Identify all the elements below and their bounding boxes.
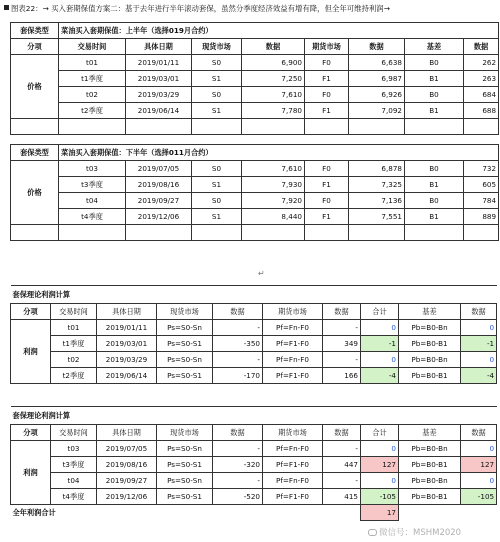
table-row	[11, 71, 499, 87]
header-cell: 数据	[213, 304, 263, 320]
cell: 605	[464, 177, 499, 193]
header-cell: 期货市场	[305, 39, 349, 55]
cell: -170	[213, 368, 263, 384]
header-cell: 现货市场	[192, 39, 242, 55]
cell: t01	[59, 55, 126, 71]
cell: 2019/12/06	[97, 489, 157, 505]
cell: B0	[405, 161, 464, 177]
cell: Ps=S0-S1	[157, 336, 213, 352]
basis-value-cell: 127	[461, 457, 497, 473]
header-cell: 期货市场	[263, 304, 323, 320]
cell: B1	[405, 103, 464, 119]
cell: 2019/01/11	[97, 320, 157, 336]
watermark-text: 微信号：MSHM2020	[379, 528, 462, 538]
wechat-icon	[368, 529, 377, 536]
cell: F0	[305, 161, 349, 177]
cell: 7,610	[242, 161, 305, 177]
cell: Pb=B0-Bn	[399, 352, 461, 368]
cell: t01	[51, 320, 97, 336]
header-cell: 具体日期	[126, 39, 192, 55]
paragraph-return-mark: ↵	[258, 269, 265, 278]
cell: 7,325	[349, 177, 405, 193]
price-table-h2	[10, 144, 499, 241]
cell: t3季度	[51, 457, 97, 473]
cell: 684	[464, 87, 499, 103]
cell: 6,987	[349, 71, 405, 87]
table-row	[11, 368, 497, 384]
cell: 2019/06/14	[126, 103, 192, 119]
cell: 263	[464, 71, 499, 87]
cell: -350	[213, 336, 263, 352]
cell: 7,250	[242, 71, 305, 87]
cell: Pf=Fn-F0	[263, 320, 323, 336]
cell: t03	[51, 441, 97, 457]
type-value: 菜油买入套期保值：下半年（选择011月合约）	[59, 145, 499, 161]
cell: Pb=B0-B1	[399, 368, 461, 384]
basis-value-cell: 0	[461, 441, 497, 457]
cell: -	[213, 473, 263, 489]
header-cell: 数据	[213, 425, 263, 441]
spacer-row	[11, 225, 499, 241]
header-cell: 具体日期	[97, 304, 157, 320]
cell: 2019/03/29	[97, 352, 157, 368]
cell: -	[323, 473, 361, 489]
cell: t2季度	[51, 368, 97, 384]
cell: 8,440	[242, 209, 305, 225]
cell: -520	[213, 489, 263, 505]
cell: Pf=Fn-F0	[263, 441, 323, 457]
total-cell: 0	[361, 320, 399, 336]
cell: 2019/09/27	[126, 193, 192, 209]
header-cell: 交易时间	[51, 304, 97, 320]
profit-table-h1	[10, 285, 497, 384]
cell: Ps=S0-S1	[157, 489, 213, 505]
cell: 6,638	[349, 55, 405, 71]
cell: 2019/07/05	[97, 441, 157, 457]
cell: S1	[192, 209, 242, 225]
cell: F1	[305, 209, 349, 225]
cell: B0	[405, 87, 464, 103]
cell: Pf=Fn-F0	[263, 473, 323, 489]
cell: 415	[323, 489, 361, 505]
total-cell: -105	[361, 489, 399, 505]
cell: S0	[192, 87, 242, 103]
cell: 262	[464, 55, 499, 71]
table-row	[11, 193, 499, 209]
header-cell: 分项	[11, 304, 51, 320]
header-row	[11, 304, 497, 320]
cell: Pb=B0-Bn	[399, 441, 461, 457]
group-label: 价格	[11, 161, 59, 225]
cell: B0	[405, 193, 464, 209]
cell: S1	[192, 103, 242, 119]
cell: F0	[305, 193, 349, 209]
header-cell: 数据	[461, 304, 497, 320]
cell: Ps=S0-Sn	[157, 352, 213, 368]
group-label: 价格	[11, 55, 59, 119]
header-cell: 现货市场	[157, 425, 213, 441]
cell: S1	[192, 177, 242, 193]
cell: Ps=S0-Sn	[157, 320, 213, 336]
annual-total-value: 17	[361, 505, 399, 521]
cell: Ps=S0-Sn	[157, 473, 213, 489]
cell: Pb=B0-B1	[399, 489, 461, 505]
cell: S0	[192, 193, 242, 209]
cell: 166	[323, 368, 361, 384]
cell: Pf=F1-F0	[263, 457, 323, 473]
cell: -	[213, 320, 263, 336]
header-cell: 分项	[11, 39, 59, 55]
cell: 889	[464, 209, 499, 225]
type-label: 套保类型	[11, 23, 59, 39]
total-cell: 0	[361, 473, 399, 489]
header-cell: 交易时间	[59, 39, 126, 55]
header-cell: 交易时间	[51, 425, 97, 441]
cell: 2019/07/05	[126, 161, 192, 177]
cell: t04	[59, 193, 126, 209]
cell: t2季度	[59, 103, 126, 119]
cell: F1	[305, 177, 349, 193]
cell: 688	[464, 103, 499, 119]
cell: t3季度	[59, 177, 126, 193]
cell: t04	[51, 473, 97, 489]
type-value: 菜油买入套期保值：上半年（选择019月合约）	[59, 23, 499, 39]
cell: 2019/03/01	[97, 336, 157, 352]
total-cell: -1	[361, 336, 399, 352]
total-cell: 0	[361, 441, 399, 457]
cell: -320	[213, 457, 263, 473]
cell: F1	[305, 103, 349, 119]
cell: 7,610	[242, 87, 305, 103]
figure-caption	[4, 3, 390, 15]
cell: 7,092	[349, 103, 405, 119]
cell: t02	[51, 352, 97, 368]
cell: 6,878	[349, 161, 405, 177]
cell: 349	[323, 336, 361, 352]
cell: B1	[405, 209, 464, 225]
header-row	[11, 39, 499, 55]
table-row	[11, 87, 499, 103]
price-table-h1	[10, 22, 499, 135]
cell: t4季度	[51, 489, 97, 505]
table-row	[11, 209, 499, 225]
cell: 2019/06/14	[97, 368, 157, 384]
header-cell: 基差	[399, 425, 461, 441]
cell: 2019/01/11	[126, 55, 192, 71]
table-row	[11, 55, 499, 71]
table-row	[11, 473, 497, 489]
header-cell: 数据	[349, 39, 405, 55]
cell: Pf=Fn-F0	[263, 352, 323, 368]
header-row	[11, 425, 497, 441]
table-row	[11, 177, 499, 193]
total-cell: 127	[361, 457, 399, 473]
basis-value-cell: 0	[461, 352, 497, 368]
cell: B1	[405, 177, 464, 193]
cell: t03	[59, 161, 126, 177]
cell: 447	[323, 457, 361, 473]
basis-value-cell: 0	[461, 320, 497, 336]
cell: S0	[192, 161, 242, 177]
cell: Pb=B0-B1	[399, 336, 461, 352]
cell: 7,920	[242, 193, 305, 209]
table-row	[11, 352, 497, 368]
cell: Pf=F1-F0	[263, 368, 323, 384]
cell: 7,930	[242, 177, 305, 193]
cell: t1季度	[51, 336, 97, 352]
header-cell: 数据	[464, 39, 499, 55]
header-cell: 分项	[11, 425, 51, 441]
cell: 2019/08/16	[126, 177, 192, 193]
table-row	[11, 457, 497, 473]
header-cell: 数据	[323, 425, 361, 441]
bullet-square-icon	[4, 5, 9, 10]
table-row	[11, 489, 497, 505]
basis-value-cell: -105	[461, 489, 497, 505]
watermark	[368, 526, 461, 538]
cell: 2019/03/29	[126, 87, 192, 103]
cell: 7,136	[349, 193, 405, 209]
basis-value-cell: -4	[461, 368, 497, 384]
cell: -	[323, 441, 361, 457]
cell: S0	[192, 55, 242, 71]
cell: -	[323, 320, 361, 336]
group-label: 利润	[11, 441, 51, 505]
header-cell: 现货市场	[157, 304, 213, 320]
header-cell: 合计	[361, 425, 399, 441]
caption-text: 图表22：→ 买入套期保值方案二：基于去年进行半年滚动套保，虽然分季度经济效益有增有降，但全年可维持利润→	[11, 4, 390, 13]
total-cell: -4	[361, 368, 399, 384]
cell: t4季度	[59, 209, 126, 225]
basis-value-cell: 0	[461, 473, 497, 489]
table-row	[11, 441, 497, 457]
cell: Ps=S0-S1	[157, 457, 213, 473]
header-cell: 期货市场	[263, 425, 323, 441]
header-cell: 数据	[461, 425, 497, 441]
header-cell: 基差	[399, 304, 461, 320]
header-cell: 合计	[361, 304, 399, 320]
annual-total-row	[11, 505, 497, 521]
cell: S1	[192, 71, 242, 87]
cell: F1	[305, 71, 349, 87]
type-row	[11, 23, 499, 39]
group-label: 利润	[11, 320, 51, 384]
cell: Pb=B0-Bn	[399, 473, 461, 489]
header-cell: 数据	[323, 304, 361, 320]
basis-value-cell: -1	[461, 336, 497, 352]
table-row	[11, 320, 497, 336]
cell: Pf=F1-F0	[263, 489, 323, 505]
cell: Ps=S0-S1	[157, 368, 213, 384]
header-cell: 数据	[242, 39, 305, 55]
section-title: 套保理论利润计算	[11, 407, 497, 425]
cell: B1	[405, 71, 464, 87]
spacer-row	[11, 119, 499, 135]
table-row	[11, 103, 499, 119]
cell: 2019/09/27	[97, 473, 157, 489]
type-row	[11, 145, 499, 161]
header-cell: 具体日期	[97, 425, 157, 441]
profit-table-h2	[10, 406, 497, 521]
cell: Pb=B0-B1	[399, 457, 461, 473]
title-row	[11, 286, 497, 304]
cell: 784	[464, 193, 499, 209]
table-row	[11, 161, 499, 177]
cell: t02	[59, 87, 126, 103]
cell: Ps=S0-Sn	[157, 441, 213, 457]
title-row	[11, 407, 497, 425]
cell: 7,780	[242, 103, 305, 119]
cell: t1季度	[59, 71, 126, 87]
table-row	[11, 336, 497, 352]
cell: Pb=B0-Bn	[399, 320, 461, 336]
cell: F0	[305, 55, 349, 71]
total-cell: 0	[361, 352, 399, 368]
cell: 7,551	[349, 209, 405, 225]
cell: 732	[464, 161, 499, 177]
type-label: 套保类型	[11, 145, 59, 161]
cell: 2019/12/06	[126, 209, 192, 225]
header-cell: 基差	[405, 39, 464, 55]
cell: 2019/03/01	[126, 71, 192, 87]
cell: B0	[405, 55, 464, 71]
cell: 6,926	[349, 87, 405, 103]
section-title: 套保理论利润计算	[11, 286, 497, 304]
cell: Pf=F1-F0	[263, 336, 323, 352]
cell: -	[323, 352, 361, 368]
cell: 2019/08/16	[97, 457, 157, 473]
cell: F0	[305, 87, 349, 103]
cell: -	[213, 441, 263, 457]
cell: -	[213, 352, 263, 368]
annual-total-label: 全年利润合计	[11, 505, 323, 521]
cell: 6,900	[242, 55, 305, 71]
